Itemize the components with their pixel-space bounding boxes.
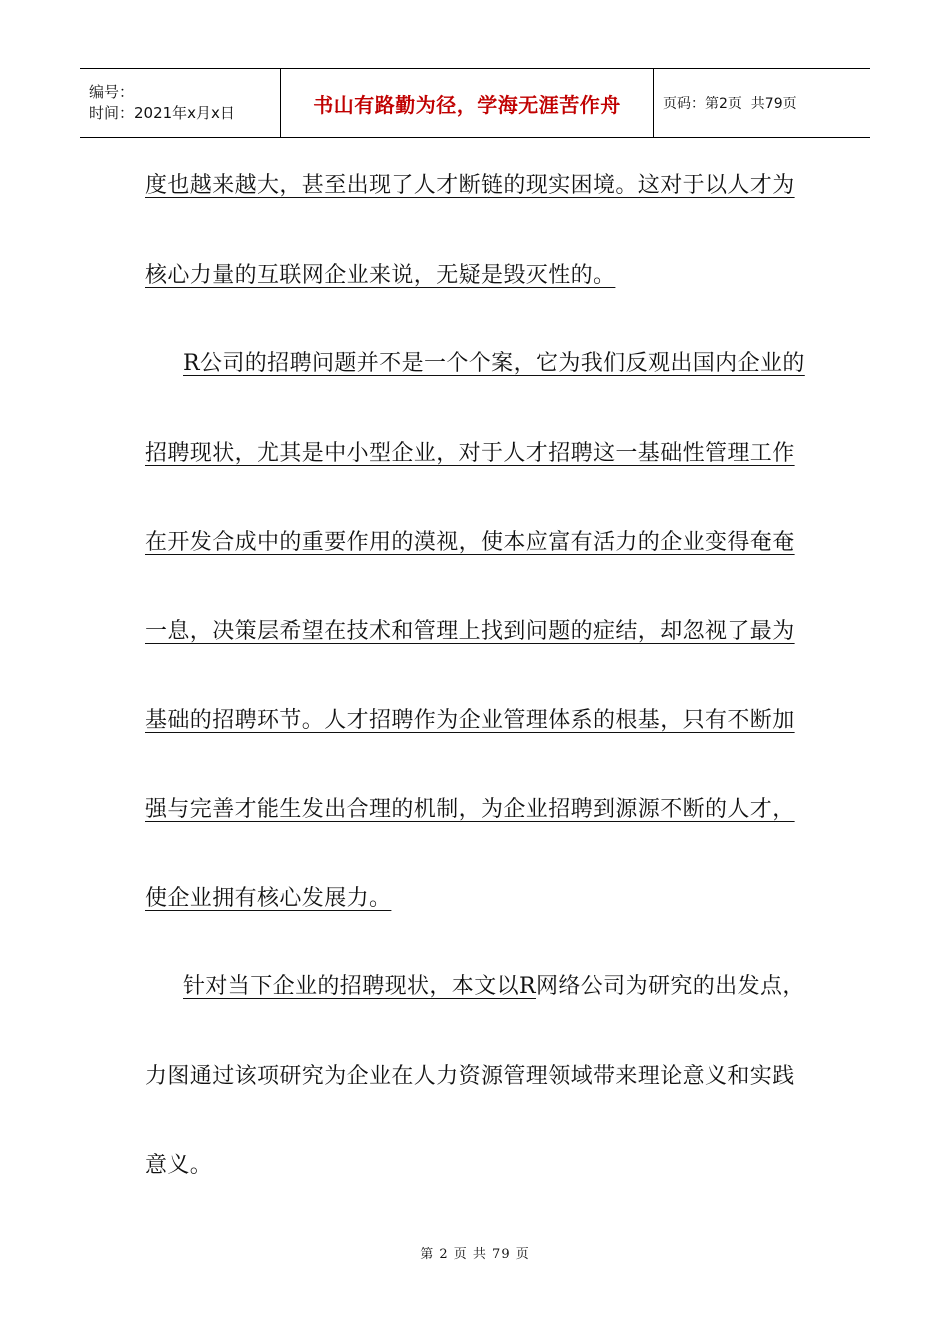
text-line: 使企业拥有核心发展力。 <box>145 886 392 911</box>
header-motto: 书山有路勤为径，学海无涯苦作舟 <box>281 69 654 137</box>
text-line: 度也越来越大，甚至出现了人才断链的现实困境。这对于以人才为 <box>145 173 795 198</box>
header-page-label: 页码：第2页 共79页 <box>663 96 797 112</box>
text-line-plain-part: 网络公司为研究的出发点， <box>535 974 805 999</box>
text-line: 核心力量的互联网企业来说，无疑是毁灭性的。 <box>145 263 616 288</box>
text-line: 力图通过该项研究为企业在人力资源管理领域带来理论意义和实践 <box>145 1064 795 1089</box>
footer-page-number: 第 2 页 共 79 页 <box>420 1247 530 1262</box>
text-line: 在开发合成中的重要作用的漠视，使本应富有活力的企业变得奄奄 <box>145 530 795 555</box>
header-page-count <box>654 69 870 137</box>
text-line: 一息，决策层希望在技术和管理上找到问题的症结，却忽视了最为 <box>145 619 795 644</box>
page-footer <box>0 1243 950 1262</box>
document-number: 编号： <box>89 83 135 101</box>
page-header <box>80 68 870 138</box>
text-line: 强与完善才能生发出合理的机制，为企业招聘到源源不断的人才， <box>145 797 795 822</box>
paragraph-start-line <box>145 967 805 1007</box>
text-line: 基础的招聘环节。人才招聘作为企业管理体系的根基，只有不断加 <box>145 708 795 733</box>
text-line: 意义。 <box>145 1153 213 1178</box>
text-line-underlined-part: 针对当下企业的招聘现状，本文以R <box>183 974 536 999</box>
header-meta <box>80 69 281 137</box>
paragraph-start-line <box>145 344 805 384</box>
text-line: R公司的招聘问题并不是一个个案，它为我们反观出国内企业的 <box>183 351 805 376</box>
text-line: 招聘现状，尤其是中小型企业，对于人才招聘这一基础性管理工作 <box>145 441 795 466</box>
document-date: 时间：2021年x月x日 <box>89 104 235 122</box>
